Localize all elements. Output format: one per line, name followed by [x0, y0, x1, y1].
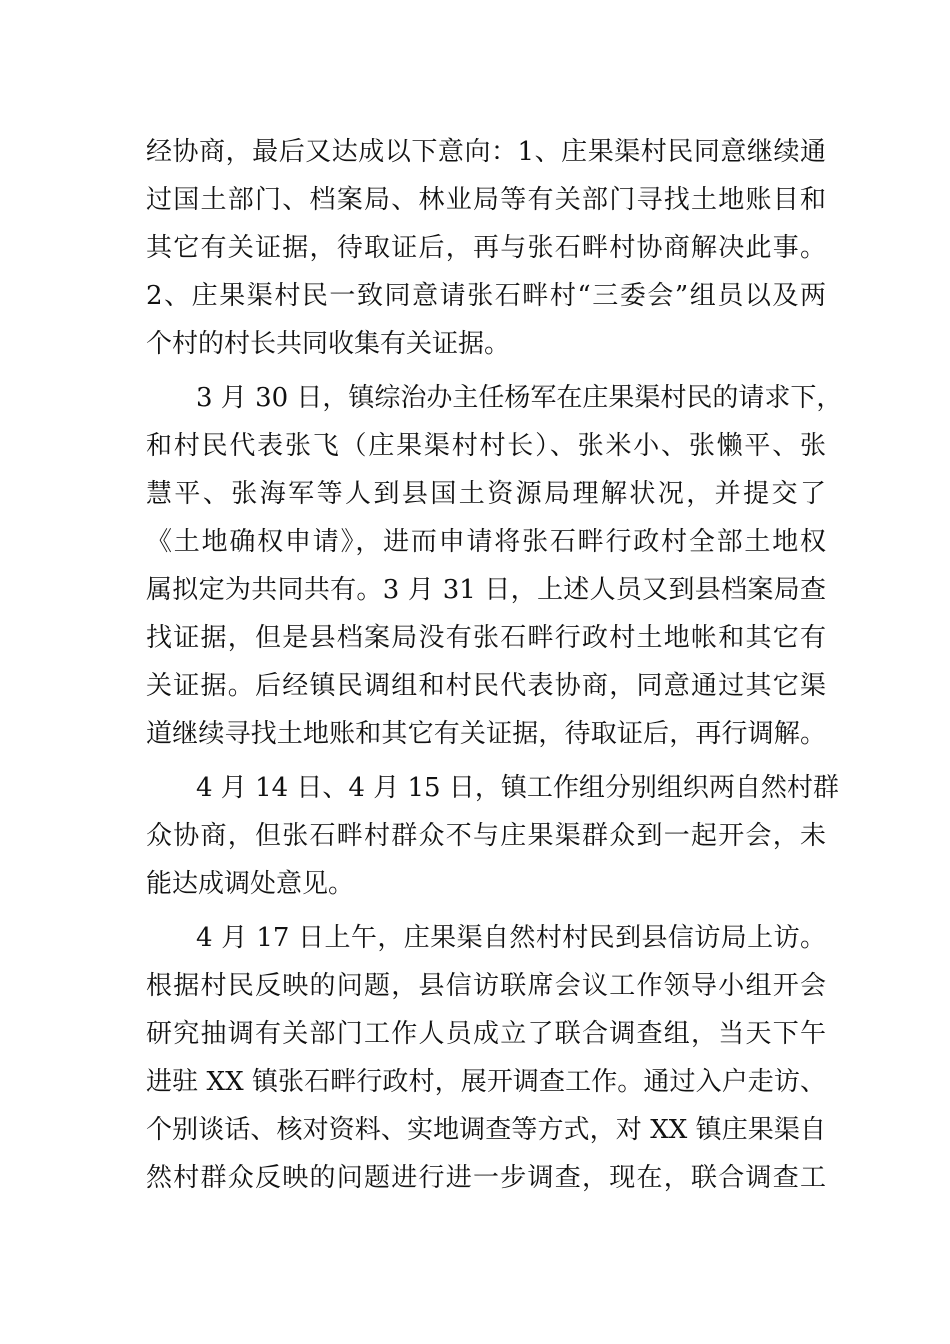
- text-line-15: 众协商，但张石畔村群众不与庄果渠群众到一起开会，未: [146, 821, 826, 851]
- text-line-4: 2、庄果渠村民一致同意请张石畔村“三委会”组员以及两: [146, 281, 826, 311]
- text-line-16: 能达成调处意见。: [146, 869, 355, 899]
- text-line-14: 4 月 14 日、4 月 15 日，镇工作组分别组织两自然村群: [196, 773, 839, 803]
- text-line-2: 过国土部门、档案局、林业局等有关部门寻找土地账目和: [146, 185, 826, 215]
- text-line-3: 其它有关证据，待取证后，再与张石畔村协商解决此事。: [146, 233, 826, 263]
- text-line-12: 关证据。后经镇民调组和村民代表协商，同意通过其它渠: [146, 671, 826, 701]
- text-line-9: 《土地确权申请》，进而申请将张石畔行政村全部土地权: [146, 527, 826, 557]
- text-line-13: 道继续寻找土地账和其它有关证据，待取证后，再行调解。: [146, 719, 826, 749]
- text-line-7: 和村民代表张飞（庄果渠村村长）、张米小、张懒平、张: [146, 431, 826, 461]
- text-line-11: 找证据，但是县档案局没有张石畔行政村土地帐和其它有: [146, 623, 826, 653]
- text-line-8: 慧平、张海军等人到县国土资源局理解状况，并提交了: [146, 479, 826, 509]
- text-line-5: 个村的村长共同收集有关证据。: [146, 329, 511, 359]
- text-line-10: 属拟定为共同共有。3 月 31 日，上述人员又到县档案局查: [146, 575, 826, 605]
- text-line-17: 4 月 17 日上午，庄果渠自然村村民到县信访局上访。: [196, 923, 826, 953]
- text-line-1: 经协商，最后又达成以下意向：1、庄果渠村民同意继续通: [146, 137, 826, 167]
- text-line-21: 个别谈话、核对资料、实地调查等方式，对 XX 镇庄果渠自: [146, 1115, 826, 1145]
- text-line-6: 3 月 30 日，镇综治办主任杨军在庄果渠村民的请求下，: [196, 383, 843, 413]
- text-line-22: 然村群众反映的问题进行进一步调查，现在，联合调查工: [146, 1163, 826, 1193]
- text-line-19: 研究抽调有关部门工作人员成立了联合调查组，当天下午: [146, 1019, 826, 1049]
- text-line-18: 根据村民反映的问题，县信访联席会议工作领导小组开会: [146, 971, 826, 1001]
- text-line-20: 进驻 XX 镇张石畔行政村，展开调查工作。通过入户走访、: [146, 1067, 826, 1097]
